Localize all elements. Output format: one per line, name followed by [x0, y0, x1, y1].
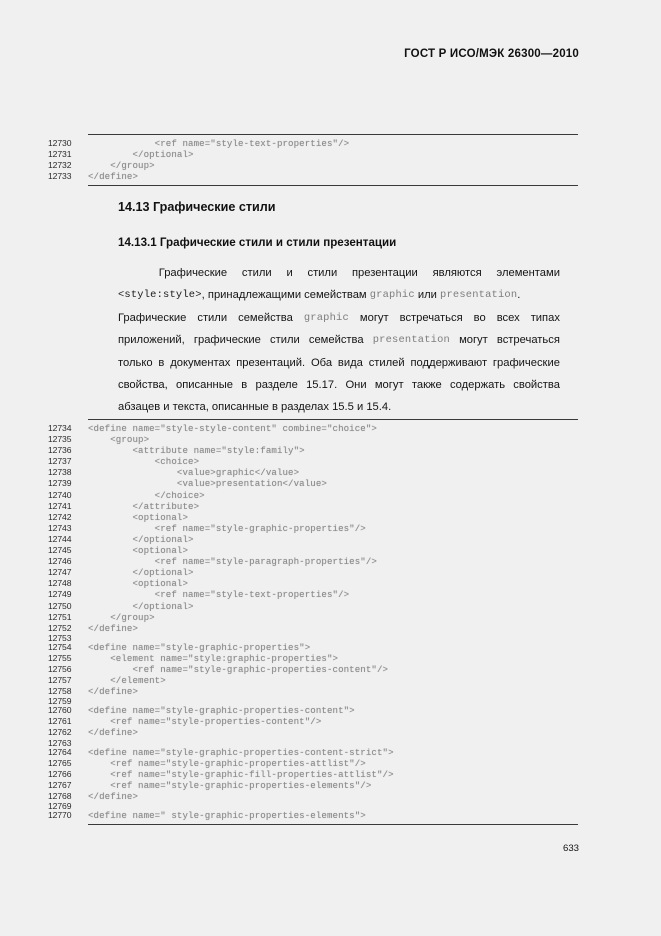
- code-line: [48, 490, 588, 501]
- code-line: [48, 739, 588, 747]
- code-line-text: <ref name="style-properties-content"/>: [88, 716, 322, 728]
- code-line-text: <define name=" style-graphic-properties-elements">: [88, 810, 366, 821]
- body-paragraph: [118, 262, 560, 419]
- paragraph-word: элементами: [496, 267, 560, 279]
- paragraph-word: свойства: [513, 378, 560, 391]
- code-line: [48, 501, 588, 512]
- code-line: [48, 769, 588, 780]
- code-line: [48, 664, 588, 675]
- code-line: [48, 445, 588, 456]
- paragraph-line-4: [118, 329, 560, 351]
- paragraph-line-1: [118, 262, 560, 284]
- code-line: [48, 171, 588, 182]
- paragraph-word: Оба: [310, 356, 333, 369]
- code-line-number: 12761: [48, 716, 72, 727]
- code-line-text: <define name="style-graphic-properties-content-strict">: [88, 746, 394, 758]
- code-line: [48, 758, 588, 769]
- paragraph-word: 15.17.: [306, 378, 338, 391]
- code-line-number: 12744: [48, 533, 72, 544]
- paragraph-word: презентаций.: [236, 356, 306, 369]
- paragraph-word: во: [473, 311, 486, 324]
- code-line-text: </group>: [88, 611, 155, 623]
- paragraph-word: стили: [307, 267, 338, 279]
- code-line: [48, 138, 588, 149]
- code-line: [48, 675, 588, 686]
- code-line-number: 12746: [48, 556, 72, 567]
- code-line-text: </define>: [88, 790, 139, 802]
- code-line: [48, 578, 588, 589]
- code-line-text: <ref name="style-graphic-properties-content"/>: [88, 663, 389, 675]
- paragraph-word: графические: [193, 334, 261, 347]
- code-line-text: </element>: [88, 675, 166, 687]
- code-line-text: <ref name="style-graphic-properties"/>: [88, 522, 366, 534]
- code-line-text: <group>: [88, 434, 150, 446]
- paragraph-word: презентации: [352, 267, 418, 279]
- code-line-text: <attribute name="style:family">: [88, 445, 305, 457]
- code-line: [48, 149, 588, 160]
- code-line: [48, 567, 588, 578]
- code-line-text: </define>: [88, 686, 139, 698]
- code-line-number: 12755: [48, 652, 72, 663]
- code-line-number: 12734: [48, 423, 72, 433]
- subsection-heading-14-13-1: 14.13.1 Графические стили и стили презентации: [118, 236, 397, 249]
- code-line-number: 12751: [48, 611, 72, 622]
- code-line-number: 12757: [48, 675, 72, 686]
- code-line-number: 12762: [48, 727, 72, 738]
- paragraph-word: встречаться: [399, 311, 463, 324]
- code-line: [48, 456, 588, 467]
- code-line-text: </group>: [88, 160, 155, 172]
- code-line: [48, 791, 588, 802]
- code-line-text: <element name="style:graphic-properties">: [88, 652, 339, 664]
- code-line: [48, 545, 588, 556]
- paragraph-word: могут: [359, 311, 389, 324]
- paragraph-line-6: [118, 374, 560, 396]
- code-line-number: 12738: [48, 467, 72, 478]
- paragraph-word: встречаться: [496, 334, 560, 347]
- code-line: [48, 747, 588, 758]
- code-line: [48, 653, 588, 664]
- code-listing-top: [48, 134, 588, 186]
- paragraph-word: стили: [241, 267, 272, 279]
- paragraph-word: также: [411, 378, 442, 391]
- inline-code-style-style: <style:style>: [118, 289, 202, 302]
- code-line: [48, 523, 588, 534]
- paragraph-word: в: [241, 378, 248, 391]
- paragraph-word: семейства: [238, 311, 293, 324]
- code-line-number: 12745: [48, 545, 72, 556]
- inline-code-graphic: graphic: [369, 289, 415, 302]
- code-line: [48, 478, 588, 489]
- paragraph-word: семейства: [308, 334, 364, 347]
- code-line-text: </choice>: [88, 489, 205, 501]
- paragraph-word: вида: [337, 356, 363, 369]
- listing-top-rule-below: [88, 185, 578, 186]
- code-line-text: </define>: [88, 727, 139, 739]
- paragraph-line-7: [118, 396, 560, 418]
- code-line-number: 12766: [48, 768, 72, 779]
- code-line: [48, 623, 588, 634]
- inline-code-graphic: graphic: [303, 311, 349, 324]
- code-line-text: <ref name="style-text-properties"/>: [88, 138, 350, 149]
- code-line-text: <value>graphic</value>: [88, 467, 300, 479]
- code-line-number: 12763: [48, 737, 72, 748]
- paragraph-word: стили: [197, 311, 228, 324]
- code-line-text: <optional>: [88, 578, 189, 590]
- paragraph-word: поддерживают: [410, 356, 488, 369]
- paragraph-word: свойства,: [118, 378, 168, 391]
- code-line-number: 12760: [48, 705, 72, 716]
- code-line-number: 12730: [48, 138, 72, 148]
- code-line: [48, 512, 588, 523]
- code-line: [48, 160, 588, 171]
- inline-code-presentation: presentation: [440, 289, 518, 302]
- code-line-text: <define name="style-graphic-properties-content">: [88, 705, 355, 717]
- paragraph-word: являются: [432, 267, 482, 279]
- code-line-number: 12767: [48, 779, 72, 790]
- code-line-text: <value>presentation</value>: [88, 478, 327, 490]
- paragraph-line-2: [118, 284, 560, 306]
- code-line-text: </optional>: [88, 567, 194, 579]
- code-line-number: 12741: [48, 500, 72, 511]
- code-line-number: 12756: [48, 663, 72, 674]
- code-line: [48, 802, 588, 810]
- paragraph-word: Графические: [158, 267, 228, 279]
- paragraph-word: только: [118, 356, 153, 369]
- code-line-text: <ref name="style-graphic-properties-elements"/>: [88, 779, 372, 791]
- code-line-number: 12769: [48, 801, 72, 811]
- code-line: [48, 642, 588, 653]
- section-heading-14-13: 14.13 Графические стили: [118, 200, 276, 214]
- code-line-number: 12736: [48, 445, 72, 456]
- paragraph-line-5: [118, 352, 560, 374]
- code-line-number: 12750: [48, 600, 72, 611]
- paragraph-line-3: [118, 307, 560, 329]
- code-line: [48, 716, 588, 727]
- code-line: [48, 727, 588, 738]
- paragraph-word: , принадлежащими семействам: [201, 289, 367, 302]
- code-line-number: 12733: [48, 171, 72, 182]
- paragraph-word: в: [158, 356, 165, 369]
- code-line: [48, 589, 588, 600]
- code-line-number: 12758: [48, 686, 72, 697]
- code-line-number: 12732: [48, 160, 72, 171]
- code-line-number: 12740: [48, 489, 72, 500]
- code-line-text: <ref name="style-paragraph-properties"/>: [88, 556, 377, 568]
- paragraph-word: содержать: [449, 378, 506, 391]
- paragraph-word: стилей: [368, 356, 405, 369]
- code-line-text: </attribute>: [88, 500, 200, 512]
- code-line-text: </optional>: [88, 533, 194, 545]
- code-line-number: 12748: [48, 578, 72, 589]
- code-line-number: 12753: [48, 632, 72, 643]
- code-listing-main: [48, 419, 588, 825]
- code-line-text: </define>: [88, 171, 139, 183]
- paragraph-word: могут: [374, 378, 404, 391]
- code-line-number: 12768: [48, 790, 72, 801]
- listing-main-rule-below: [88, 824, 578, 825]
- code-line-number: 12742: [48, 511, 72, 522]
- code-line-number: 12764: [48, 746, 72, 757]
- code-line-number: 12747: [48, 567, 72, 578]
- paragraph-word: графические: [492, 356, 560, 369]
- code-line-text: <choice>: [88, 456, 200, 468]
- code-line-number: 12735: [48, 434, 72, 445]
- paragraph-word: приложений,: [118, 334, 185, 347]
- code-line: [48, 686, 588, 697]
- code-line: [48, 780, 588, 791]
- code-line-number: 12759: [48, 696, 72, 707]
- code-line-number: 12743: [48, 522, 72, 533]
- page-number: 633: [562, 843, 579, 854]
- code-line-text: <ref name="style-text-properties"/>: [88, 589, 350, 601]
- code-line-text: <define name="style-graphic-properties">: [88, 641, 311, 653]
- code-line-text: <define name="style-style-content" combine="choice">: [88, 423, 377, 434]
- code-line: [48, 556, 588, 567]
- code-line-number: 12754: [48, 641, 72, 652]
- code-line-text: </optional>: [88, 149, 194, 161]
- code-line: [48, 612, 588, 623]
- paragraph-word: Они: [345, 378, 367, 391]
- code-line: [48, 601, 588, 612]
- paragraph-word: могут: [459, 334, 488, 347]
- code-line: [48, 467, 588, 478]
- code-line-number: 12752: [48, 622, 72, 633]
- code-line: [48, 705, 588, 716]
- code-line-text: <optional>: [88, 545, 189, 557]
- code-line-number: 12731: [48, 149, 72, 160]
- paragraph-word: и: [286, 267, 293, 279]
- paragraph-word: Графические: [118, 311, 187, 324]
- inline-code-presentation: presentation: [372, 334, 450, 347]
- code-line: [48, 423, 588, 434]
- paragraph-word: или: [417, 289, 437, 302]
- paragraph-word: абзацев и текста, описанные в разделах 15.5 и 15.4.: [118, 401, 392, 414]
- document-header-standard-number: ГОСТ Р ИСО/МЭК 26300—2010: [404, 48, 579, 60]
- code-line: [48, 634, 588, 642]
- paragraph-word: .: [517, 289, 521, 302]
- code-line-number: 12749: [48, 589, 72, 600]
- code-line: [48, 810, 588, 821]
- code-line-text: </define>: [88, 622, 139, 634]
- code-line-text: </optional>: [88, 600, 194, 612]
- paragraph-word: описанные: [176, 378, 233, 391]
- code-line: [48, 534, 588, 545]
- paragraph-word: всех: [496, 311, 520, 324]
- code-line-text: <ref name="style-graphic-properties-attlist"/>: [88, 757, 366, 769]
- code-line-number: 12739: [48, 478, 72, 489]
- paragraph-word: разделе: [255, 378, 298, 391]
- paragraph-word: типах: [530, 311, 560, 324]
- code-line: [48, 434, 588, 445]
- code-line-number: 12765: [48, 757, 72, 768]
- code-line-number: 12737: [48, 456, 72, 467]
- code-line-number: 12770: [48, 810, 72, 820]
- code-line-text: <optional>: [88, 511, 189, 523]
- code-line-text: <ref name="style-graphic-fill-properties-attlist"/>: [88, 768, 394, 780]
- paragraph-word: стили: [270, 334, 300, 347]
- paragraph-word: документах: [170, 356, 231, 369]
